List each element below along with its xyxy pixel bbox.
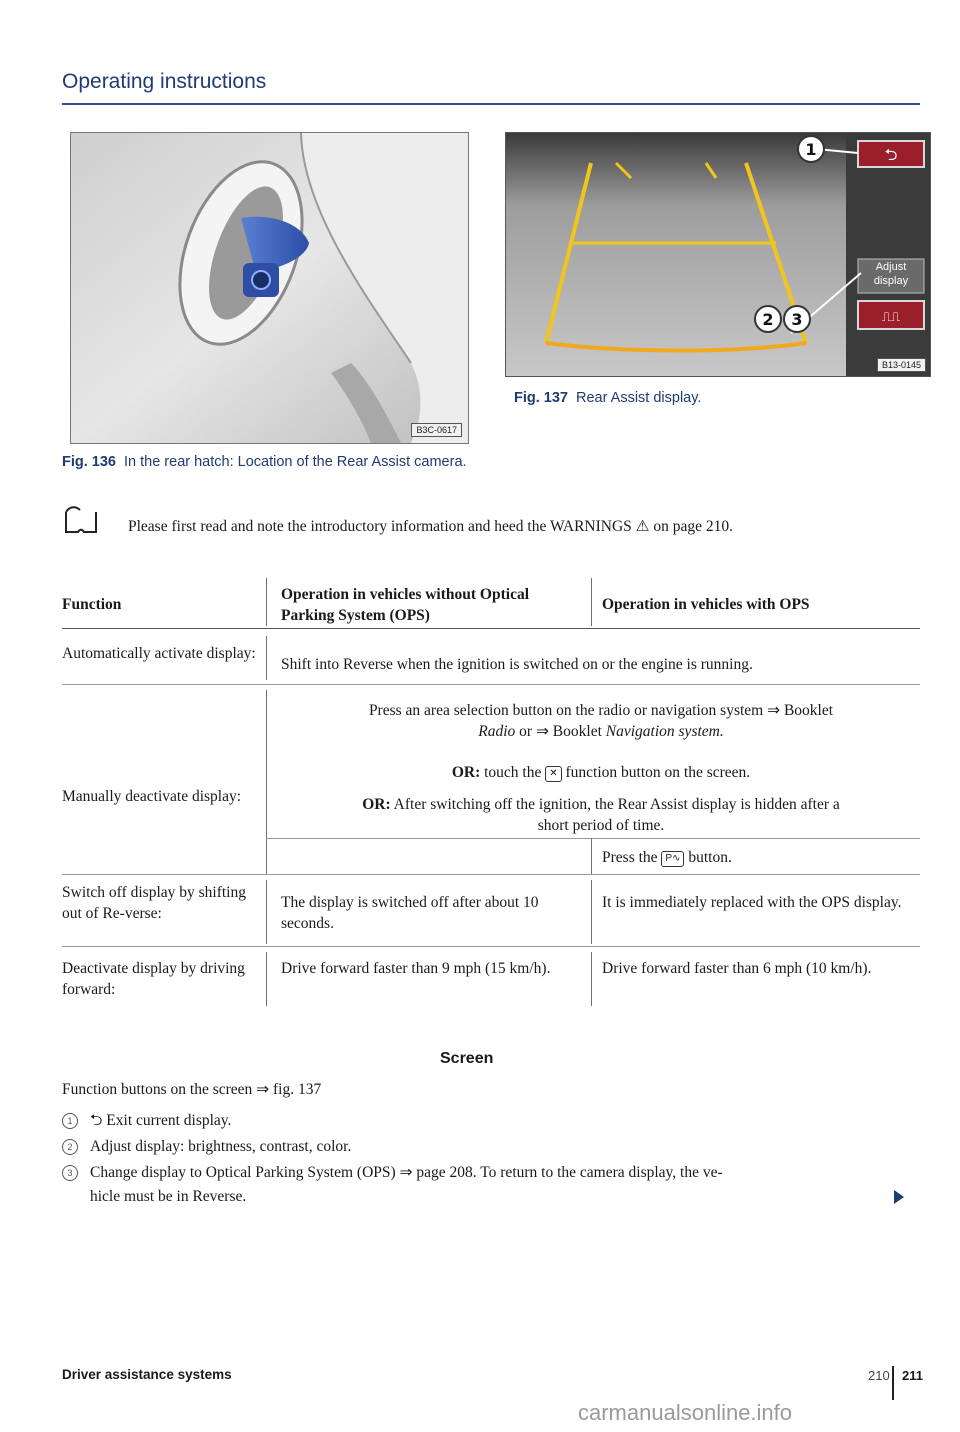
item-number-badge: 2	[62, 1139, 78, 1155]
list-item: 1 ⮌ Exit current display.	[62, 1110, 922, 1132]
footer-section-title: Driver assistance systems	[62, 1367, 232, 1382]
ops-icon: ⎍⎍	[881, 310, 901, 325]
page-number-left: 210	[868, 1368, 890, 1383]
figure-137-caption	[514, 388, 701, 409]
parking-icon: P∿	[661, 851, 684, 867]
table-header-function: Function	[62, 596, 122, 613]
item-number-badge: 1	[62, 1113, 78, 1129]
function-automatically-activate: Automatically activate display:	[62, 645, 256, 662]
figure-code: B13-0145	[877, 358, 926, 372]
caption-text: In the rear hatch: Location of the Rear Assist camera.	[124, 454, 467, 470]
callout-2-number: 2	[762, 310, 774, 329]
section-heading-screen: Screen	[440, 1050, 494, 1067]
list-item: 3 Change display to Optical Parking System (OPS) ⇒ page 208. To return to the camera display, the ve-	[62, 1162, 922, 1184]
function-buttons-reference: Function buttons on the screen ⇒ fig. 137	[62, 1081, 322, 1098]
figure-number: Fig. 137	[514, 390, 568, 406]
row1-both-operation: Shift into Reverse when the ignition is switched on or the engine is running.	[281, 656, 753, 673]
callout-1-number: 1	[805, 140, 817, 159]
continue-arrow-icon	[894, 1190, 904, 1204]
watermark: carmanualsonline.info	[578, 1400, 793, 1425]
item-number-badge: 3	[62, 1165, 78, 1181]
figure-code: B3C-0617	[411, 423, 462, 437]
row2-ops-press-button: Press the P∿ button.	[602, 849, 732, 866]
row2-option-ignition-off: OR: After switching off the ignition, the Rear Assist display is hidden after a short period of time.	[362, 796, 840, 834]
callout-3-number: 3	[791, 310, 803, 329]
figure-number: Fig. 136	[62, 454, 116, 470]
adjust-display-label: Adjust display	[873, 261, 909, 287]
book-icon	[62, 504, 98, 534]
row2-option-press-area: Press an area selection button on the radio or navigation system ⇒ Booklet Radio or ⇒ Booklet Navigation system.	[368, 702, 834, 740]
header-divider	[62, 103, 920, 105]
figure-136-caption	[62, 452, 482, 473]
row4-with-ops: Drive forward faster than 6 mph (10 km/h).	[602, 960, 872, 977]
rear-camera-illustration	[71, 133, 468, 443]
caption-text: Rear Assist display.	[576, 390, 702, 406]
row3-without-ops: The display is switched off after about 10 seconds.	[281, 894, 539, 932]
function-manually-deactivate: Manually deactivate display:	[62, 788, 242, 805]
page-title: Operating instructions	[62, 70, 267, 93]
close-icon: ✕	[545, 766, 561, 782]
page-number-right: 211	[902, 1368, 923, 1383]
function-deactivate-driving: Deactivate display by driving forward:	[62, 960, 245, 998]
rear-assist-display-illustration	[506, 133, 930, 376]
row2-option-touch-function: OR: touch the ✕ function button on the screen.	[451, 764, 751, 781]
list-item-continuation: hicle must be in Reverse.	[90, 1188, 247, 1205]
page-separator	[892, 1366, 894, 1400]
row4-without-ops: Drive forward faster than 9 mph (15 km/h).	[281, 960, 551, 977]
figure-136-image	[70, 132, 469, 444]
exit-icon: ⮌	[884, 145, 898, 164]
figure-137-image	[505, 132, 931, 377]
row3-with-ops: It is immediately replaced with the OPS display.	[602, 894, 902, 911]
table-header-with-ops: Operation in vehicles with OPS	[602, 596, 810, 613]
function-switch-off-display: Switch off display by shifting out of Re-verse:	[62, 884, 246, 922]
table-header-without-ops: Operation in vehicles without Optical Parking System (OPS)	[281, 586, 529, 624]
info-note: Please first read and note the introductory information and heed the WARNINGS ⚠ on page 210.	[128, 518, 734, 535]
list-item: 2 Adjust display: brightness, contrast, color.	[62, 1136, 922, 1158]
